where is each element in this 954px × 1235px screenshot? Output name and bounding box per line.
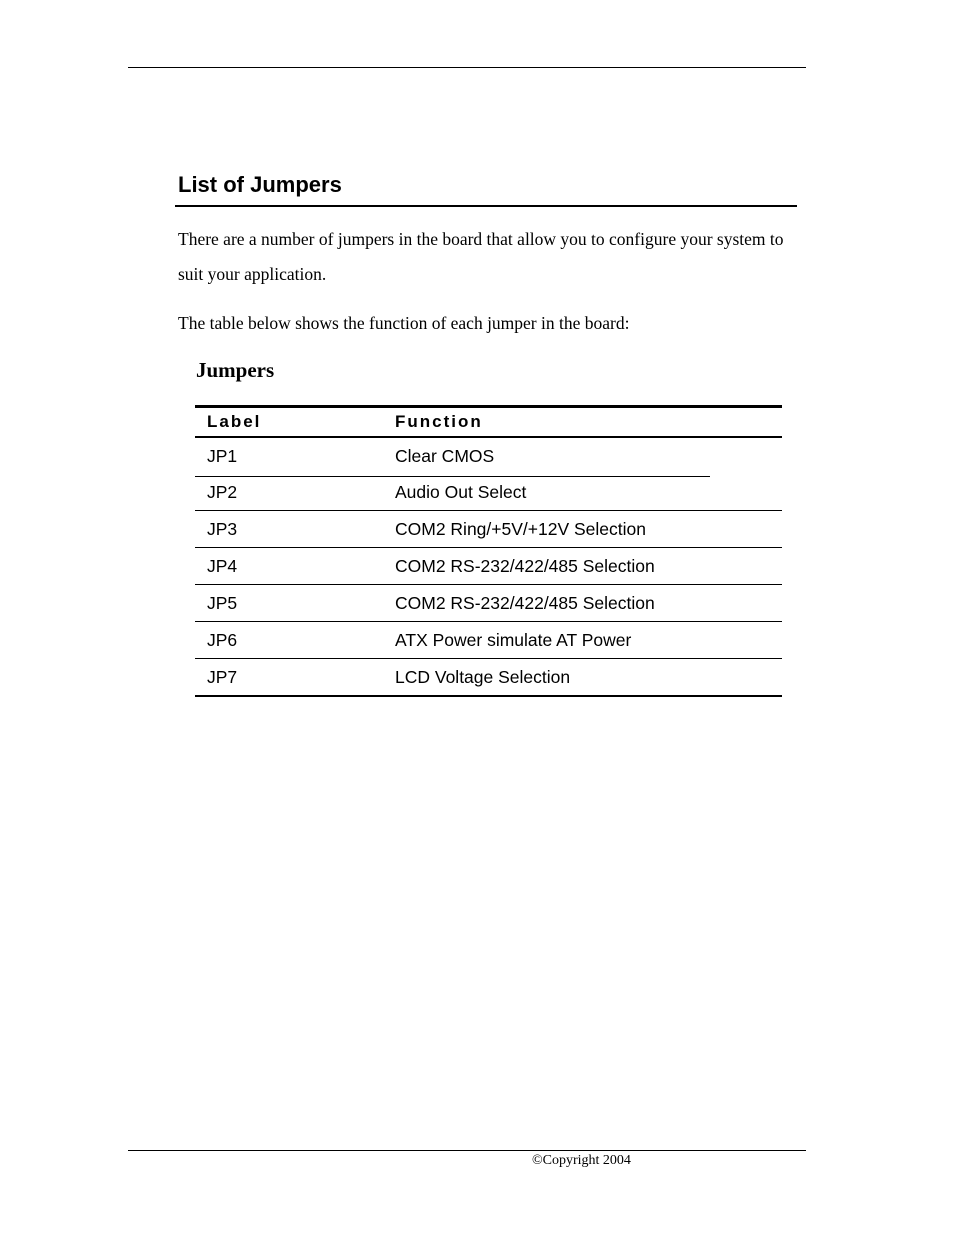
jumper-label: JP5: [195, 585, 383, 622]
jumper-label: JP1: [207, 445, 238, 466]
table-row: [195, 622, 782, 659]
jumper-label: JP4: [195, 548, 383, 585]
jumper-function: COM2 RS-232/422/485 Selection: [383, 585, 782, 622]
jumper-function: Audio Out Select: [383, 474, 782, 511]
jumper-function: Clear CMOS: [395, 445, 495, 466]
table-intro-paragraph: The table below shows the function of each jumper in the board:: [178, 313, 630, 333]
jumper-label: JP3: [195, 511, 383, 548]
intro-paragraph: There are a number of jumpers in the board that allow you to configure your system to suit your application.: [178, 229, 784, 284]
jumper-label: JP6: [195, 622, 383, 659]
table-row: [195, 437, 782, 474]
header-rule: [128, 67, 806, 68]
table-row: [195, 511, 782, 548]
jumper-function: ATX Power simulate AT Power: [383, 622, 782, 659]
table-row: [195, 548, 782, 585]
header-label: Label: [195, 407, 383, 438]
jumper-function: LCD Voltage Selection: [383, 659, 782, 697]
table-row: [195, 659, 782, 697]
section-title: List of Jumpers: [178, 172, 342, 197]
jumper-label: JP7: [195, 659, 383, 697]
footer-rule: [128, 1150, 806, 1151]
jumpers-table: [195, 405, 782, 697]
title-underline: [175, 205, 797, 207]
jumper-label: JP2: [195, 474, 383, 511]
copyright-text: ©Copyright 2004: [532, 1153, 631, 1168]
row-divider-partial: [195, 476, 710, 477]
jumper-function: COM2 Ring/+5V/+12V Selection: [383, 511, 782, 548]
table-row: [195, 474, 782, 511]
table-header-row: [195, 407, 782, 438]
header-function: Function: [383, 407, 782, 438]
table-caption: Jumpers: [196, 358, 275, 382]
jumper-function: COM2 RS-232/422/485 Selection: [383, 548, 782, 585]
table-row: [195, 585, 782, 622]
